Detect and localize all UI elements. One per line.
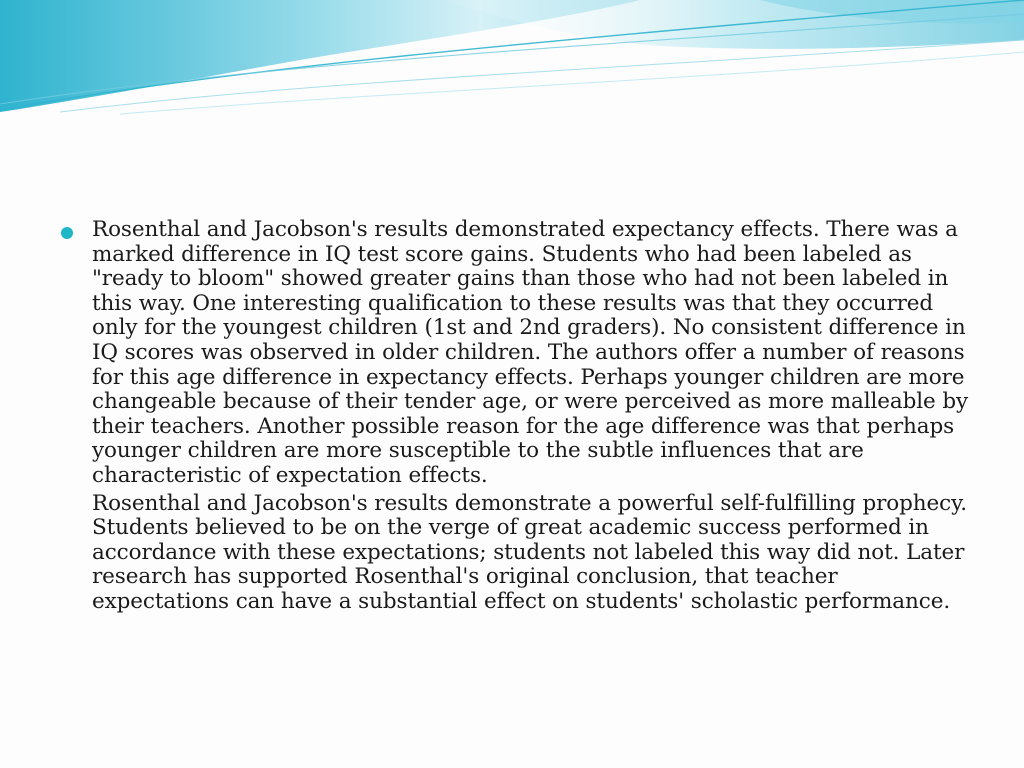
slide-body	[60, 218, 980, 615]
bullet-item	[60, 218, 980, 489]
continuation-paragraph: Rosenthal and Jacobson's results demonstrate a powerful self-fulfilling prophecy. Students believed to be on the verge of great academic success performed in accordance with these expectations; students not labeled this way did not. Later research has supported Rosenthal's original conclusion, that teacher expectations can have a substantial effect on students' scholastic performance.	[92, 490, 968, 614]
header-wave-decoration	[0, 0, 1024, 130]
bullet-dot-icon	[61, 227, 73, 239]
bullet-paragraph: Rosenthal and Jacobson's results demonstrated expectancy effects. There was a marked difference in IQ test score gains. Students who had been labeled as "ready to bloom" showed greater gains than those who had not been labeled in this way. One interesting qualification to these results was that they occurred only for the youngest children (1st and 2nd graders). No consistent difference in IQ scores was observed in older children. The authors offer a number of reasons for this age difference in expectancy effects. Perhaps younger children are more changeable because of their tender age, or were perceived as more malleable by their teachers. Another possible reason for the age difference was that perhaps younger children are more susceptible to the subtle influences that are characteristic of expectation effects.	[92, 217, 969, 488]
